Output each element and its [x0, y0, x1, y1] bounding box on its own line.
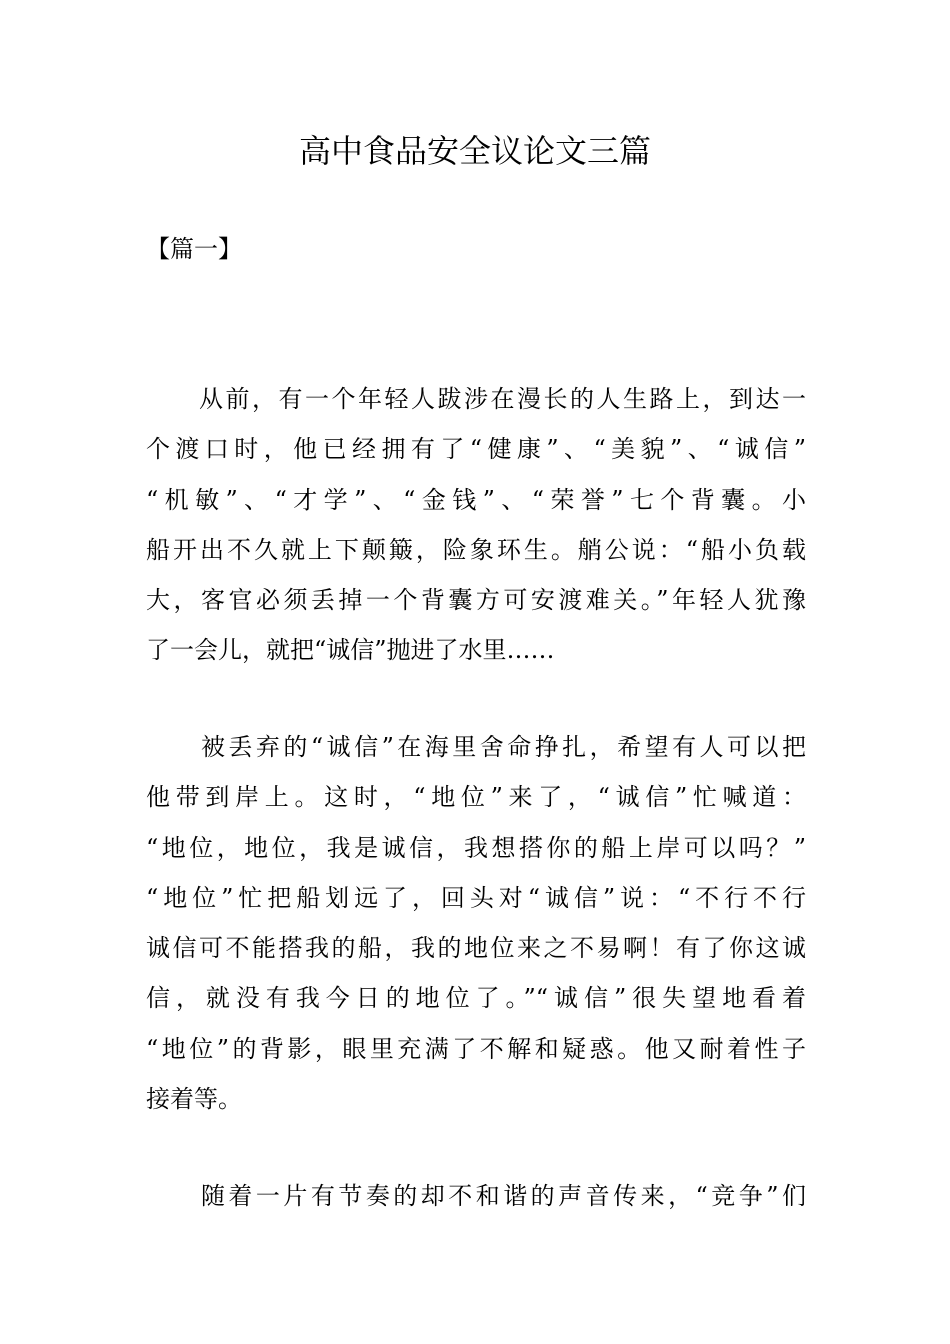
paragraph-line: 船开出不久就上下颠簸，险象环生。艄公说：“船小负载: [146, 535, 806, 564]
section-label: 【篇一】: [146, 235, 242, 263]
page-title: 高中食品安全议论文三篇: [298, 132, 651, 170]
paragraph-line: 信，就没有我今日的地位了。”“诚信”很失望地看着: [146, 984, 806, 1013]
paragraph-line: “机敏”、“才学”、“金钱”、“荣誉”七个背囊。小: [146, 485, 806, 514]
paragraph-line: 接着等。: [146, 1085, 242, 1114]
paragraph-line: 随着一片有节奏的却不和谐的声音传来，“竞争”们: [146, 1182, 806, 1210]
paragraph-line: 他带到岸上。这时，“地位”来了，“诚信”忙喊道：: [146, 783, 806, 812]
paragraph-line: “地位，地位，我是诚信，我想搭你的船上岸可以吗？”: [146, 833, 806, 862]
paragraph-line: 大，客官必须丢掉一个背囊方可安渡难关。”年轻人犹豫: [146, 586, 806, 615]
paragraph-2: [146, 722, 806, 1124]
paragraph-line: “地位”的背影，眼里充满了不解和疑惑。他又耐着性子: [146, 1034, 806, 1063]
paragraph-line: “地位”忙把船划远了，回头对“诚信”说：“不行不行: [146, 883, 806, 912]
paragraph-line: 被丢弃的“诚信”在海里舍命挣扎，希望有人可以把: [146, 733, 806, 761]
paragraph-1: [146, 374, 806, 676]
paragraph-3: [146, 1171, 806, 1221]
paragraph-line: 从前，有一个年轻人跋涉在漫长的人生路上，到达一: [146, 385, 806, 413]
paragraph-line: 了一会儿，就把“诚信”抛进了水里……: [146, 636, 555, 665]
paragraph-line: 诚信可不能搭我的船，我的地位来之不易啊！有了你这诚: [146, 934, 806, 963]
paragraph-line: 个渡口时，他已经拥有了“健康”、“美貌”、“诚信”: [146, 435, 806, 464]
